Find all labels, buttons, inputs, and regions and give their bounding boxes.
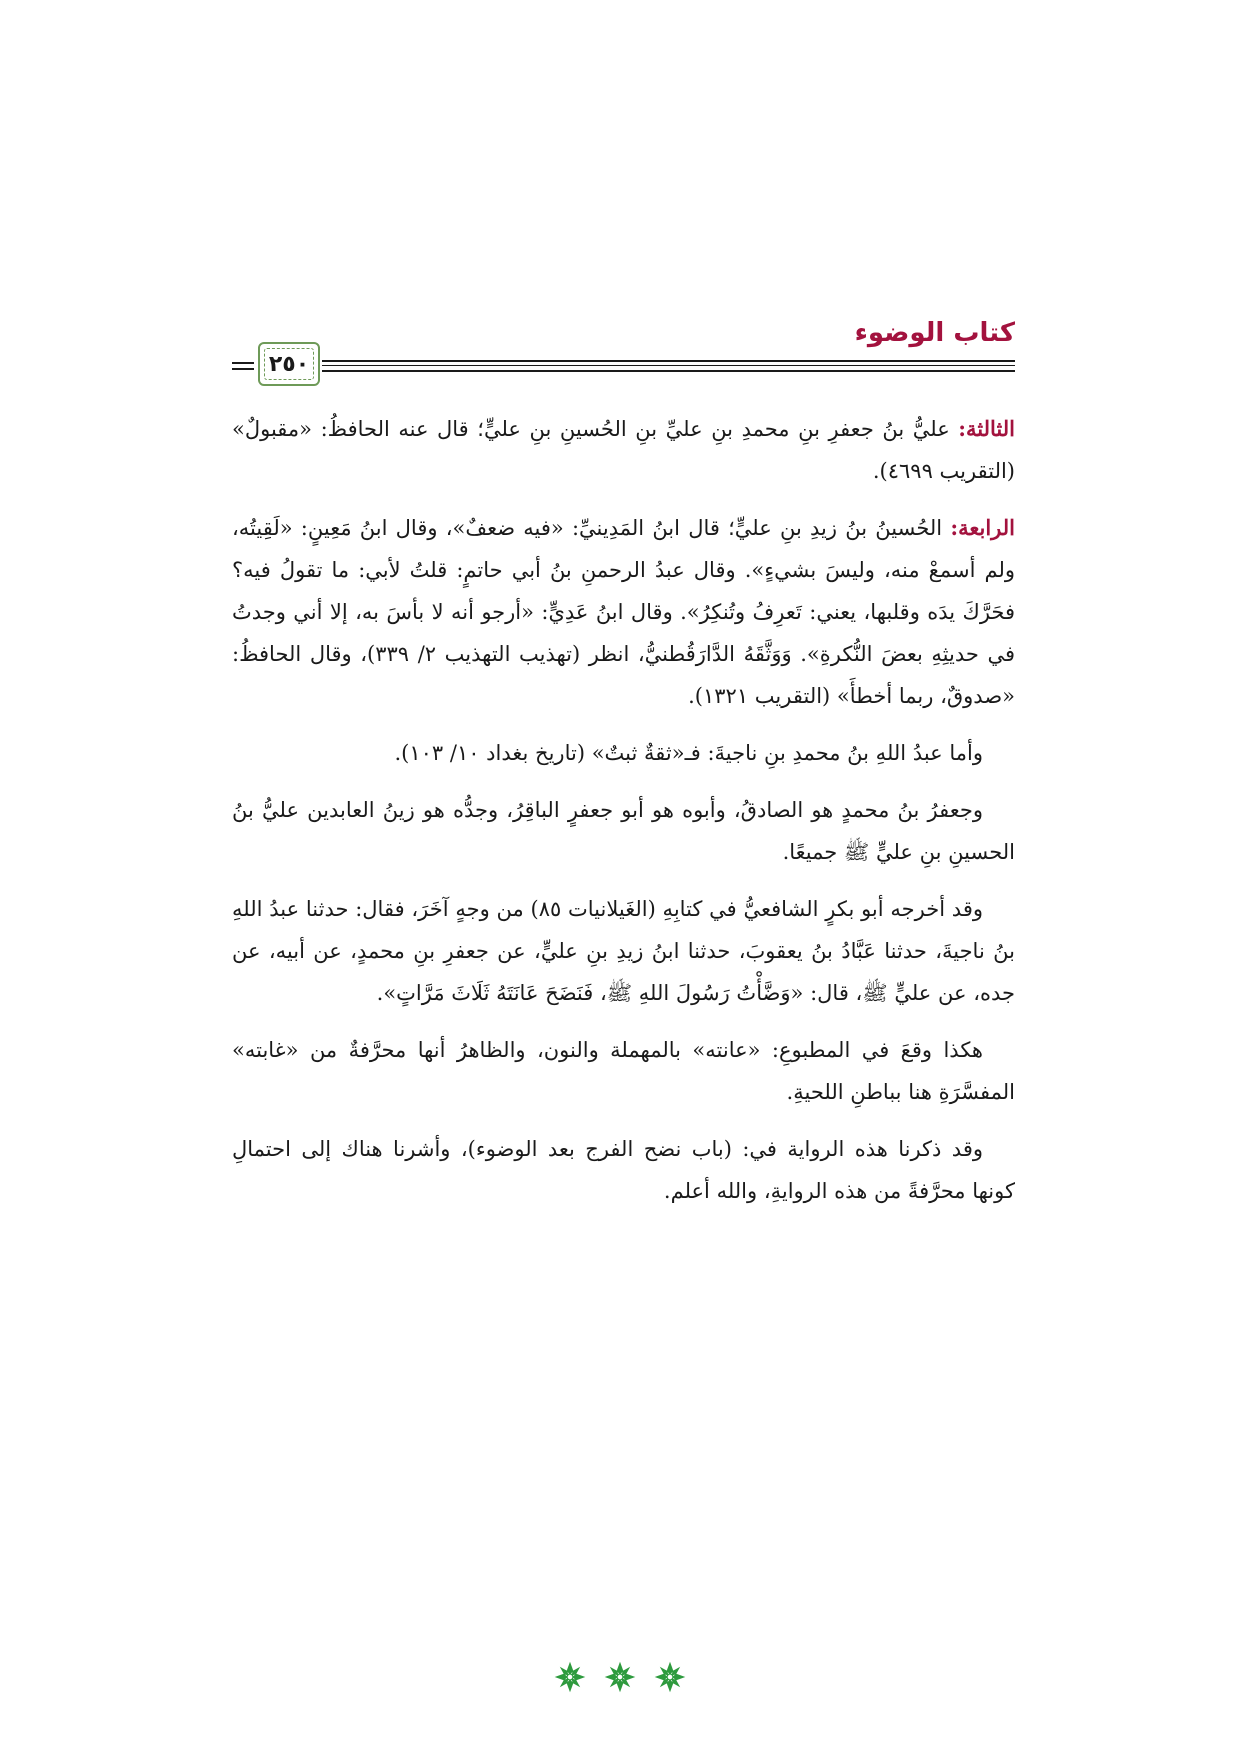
section-end-ornaments xyxy=(0,1660,1240,1694)
header-rule xyxy=(322,370,1015,372)
paragraph-text: وجعفرُ بنُ محمدٍ هو الصادقُ، وأبوه هو أبو جعفرٍ الباقِرُ، وجدُّه هو زينُ العابدين عليُّ بنُ الحسينِ بنِ عليٍّ ﷺ جميعًا. xyxy=(232,798,1015,864)
book-title: كتاب الوضوء xyxy=(854,318,1015,348)
paragraph xyxy=(232,1029,1015,1113)
paragraph-text: وقد أخرجه أبو بكرٍ الشافعيُّ في كتابِهِ (الغَيلانيات ٨٥) من وجهٍ آخَرَ، فقال: حدثنا عبدُ اللهِ بنُ ناجيةَ، حدثنا عَبَّادُ بنُ يعقوبَ، حدثنا ابنُ زيدِ بنِ عليٍّ، عن جعفرِ بنِ محمدٍ، عن أبيه، عن جده، عن عليٍّ ﷺ، قال: «وَضَّأْتُ رَسُولَ اللهِ ﷺ، فَنَضَحَ عَانَتَهُ ثَلَاثَ مَرَّاتٍ». xyxy=(232,897,1015,1005)
paragraph-third xyxy=(232,408,1015,492)
header-rule xyxy=(322,365,1015,366)
floral-ornament-icon xyxy=(553,1660,587,1694)
header-rule xyxy=(322,360,1015,362)
page-header xyxy=(232,318,1015,390)
page-number: ٢٥٠ xyxy=(268,351,310,377)
paragraph xyxy=(232,1128,1015,1212)
paragraph-text: وأما عبدُ اللهِ بنُ محمدِ بنِ ناجيةَ: فـ«ثقةٌ ثبتٌ» (تاريخ بغداد ١٠/ ١٠٣). xyxy=(394,741,983,765)
paragraph-fourth xyxy=(232,507,1015,717)
paragraph-text: هكذا وقعَ في المطبوعِ: «عانته» بالمهملة والنون، والظاهرُ أنها محرَّفةٌ من «غابته» المفسَّرَةِ هنا بباطنِ اللحيةِ. xyxy=(232,1038,1015,1104)
header-rule-short xyxy=(232,368,254,370)
floral-ornament-icon xyxy=(603,1660,637,1694)
paragraph-text: عليُّ بنُ جعفرِ بنِ محمدِ بنِ عليِّ بنِ الحُسينِ بنِ عليٍّ؛ قال عنه الحافظُ: «مقبولٌ» (التقريب ٤٦٩٩). xyxy=(232,417,1015,483)
floral-ornament-icon xyxy=(653,1660,687,1694)
paragraph-text: الحُسينُ بنُ زيدِ بنِ عليٍّ؛ قال ابنُ المَدِينيِّ: «فيه ضعفٌ»، وقال ابنُ مَعِينٍ: «لَقِيتُه، ولم أسمعْ منه، وليسَ بشيءٍ». وقال عبدُ الرحمنِ بنُ أبي حاتمٍ: قلتُ لأبي: ما تقولُ فيه؟ فحَرَّكَ يدَه وقلبها، يعني: تَعرِفُ وتُنكِرُ». وقال ابنُ عَدِيٍّ: «أرجو أنه لا بأسَ به، إلا أني وجدتُ في حديثِهِ بعضَ النُّكرةِ». وَوَثَّقَهُ الدَّارَقُطنيُّ، انظر (تهذيب التهذيب ٢/ ٣٣٩)، وقال الحافظُ: «صدوقٌ، ربما أخطأَ» (التقريب ١٣٢١). xyxy=(232,516,1015,708)
paragraph xyxy=(232,888,1015,1014)
paragraph-label: الثالثة: xyxy=(958,416,1015,441)
paragraph-label: الرابعة: xyxy=(950,515,1015,540)
header-rule-short xyxy=(232,362,254,364)
paragraph xyxy=(232,732,1015,774)
paragraph-text: وقد ذكرنا هذه الرواية في: (باب نضح الفرج بعد الوضوء)، وأشرنا هناك إلى احتمالِ كونها محرَّفةً من هذه الروايةِ، والله أعلم. xyxy=(232,1137,1015,1203)
paragraph xyxy=(232,789,1015,873)
page-body xyxy=(232,408,1015,1227)
page-number-frame xyxy=(258,342,320,386)
